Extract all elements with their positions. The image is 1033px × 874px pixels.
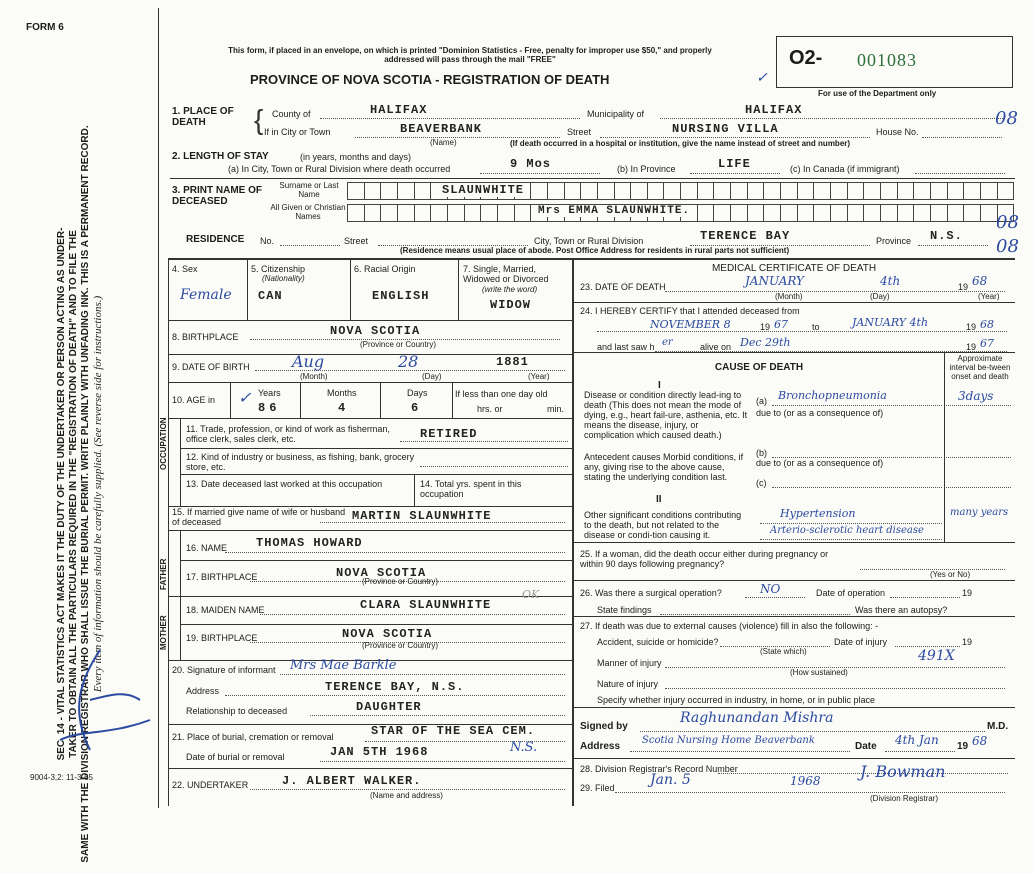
county-value: HALIFAX [370,103,428,117]
filed-date: Jan. 5 [650,772,691,788]
attended-to-year: 68 [980,318,994,331]
other-condition-2: Arterio-sclerotic heart disease [770,525,924,536]
mother-ok-mark: OK [522,588,540,601]
age-months-value: 4 [338,401,347,415]
surname-value: SLAUNWHITE [442,183,525,197]
attended-from-value: NOVEMBER 8 [650,318,731,331]
medical-certificate-title: MEDICAL CERTIFICATE OF DEATH [711,263,877,274]
last-saw-her: er [662,337,673,348]
death-month-value: JANUARY [745,274,804,288]
sidebar-line-3: SAME WITH THE DIVISION REGISTRAR WHO SHALL ISSUE THE BURIAL PERMIT. WRITE PLAINLY WITH UNFADING INK. THIS IS A PERMANENT RECORD. [80,125,91,863]
informant-relationship-value: DAUGHTER [356,700,422,714]
mother-birthplace-value: NOVA SCOTIA [342,627,433,641]
municipality-value: HALIFAX [745,103,803,117]
registrar-signature: J. Bowman [860,762,946,781]
spouse-value: MARTIN SLAUNWHITE [352,509,492,523]
citizenship-value: CAN [258,289,283,303]
physician-signature: Raghunandan Mishra [680,710,834,726]
registration-number-box [776,36,1013,88]
birthplace-value: NOVA SCOTIA [330,324,421,338]
sex-value: Female [180,287,232,303]
dob-day-value: 28 [398,352,419,371]
page-title: PROVINCE OF NOVA SCOTIA - REGISTRATION OF DEATH [250,72,610,87]
margin-mark-3: 08 [996,236,1019,257]
surgery-value: NO [760,582,781,596]
physician-date-year: 68 [972,734,988,748]
margin-scribble-icon [40,640,160,760]
alive-on-year: 67 [980,337,994,350]
informant-address-value: TERENCE BAY, N.S. [325,680,465,694]
manner-code: 491X [918,648,955,664]
undertaker-value: J. ALBERT WALKER. [282,774,422,788]
age-years-value: 86 [258,401,281,415]
dept-use-label: For use of the Department only [818,89,937,98]
father-birthplace-value: NOVA SCOTIA [336,566,427,580]
antecedent-causes-label: Antecedent causes Morbid conditions, if any, giving rise to the above cause, stating the underlying condition last. [584,452,744,482]
dob-month-value: Aug [292,352,325,371]
physician-date: 4th Jan [895,733,939,747]
city-value: BEAVERBANK [400,122,483,136]
physician-address: Scotia Nursing Home Beaverbank [642,735,815,746]
filed-year: 1968 [790,774,821,788]
mother-maiden-name-value: CLARA SLAUNWHITE [360,598,492,612]
racial-origin-value: ENGLISH [372,289,430,303]
margin-mark-1: 08 [995,108,1018,129]
form-number: FORM 6 [26,22,64,33]
check-mark: ✓ [756,70,768,86]
dob-year-value: 1881 [496,355,529,369]
margin-mark-2: 08 [996,212,1019,233]
registration-number: 001083 [857,50,917,70]
marital-status-value: WIDOW [490,298,532,312]
cause-a-interval: 3days [958,389,994,403]
given-name-value: Mrs EMMA SLAUNWHITE. [538,205,691,217]
residence-city-value: TERENCE BAY [700,229,791,243]
cause-a-value: Bronchopneumonia [778,389,887,402]
street-value: NURSING VILLA [672,122,779,136]
other-condition-1: Hypertension [780,507,856,520]
sidebar-line-2: TAKER TO OBTAIN ALL THE PARTICULARS REQUIRED IN THE "REGISTRATION OF DEATH" AND TO FILE THE [68,230,79,758]
sidebar-line-4: Every item of information should be carefully supplied. (See reverse side for instructions.) [92,295,104,693]
alive-on-value: Dec 29th [740,336,791,349]
burial-date-value: JAN 5TH 1968 [330,745,429,759]
occupation-value: RETIRED [420,427,478,441]
other-interval: many years [950,507,1009,518]
form-code: 9004-3,2: 11-3-65 [30,773,94,782]
age-check-icon: ✓ [238,388,252,407]
instructions-sidebar [56,114,104,874]
death-day-value: 4th [880,274,901,288]
residence-province-value: N.S. [930,229,963,243]
burial-place-value: STAR OF THE SEA CEM. [371,724,536,738]
sidebar-line-1: SEC. 14 - VITAL STATISTICS ACT MAKES IT THE DUTY OF THE UNDERTAKER OR PERSON ACTING AS UNDER- [56,227,67,761]
place-of-death-label: 1. PLACE OF DEATH [172,106,234,128]
stay-province-value: LIFE [718,157,751,171]
informant-signature: Mrs Mae Barkle [290,658,397,673]
death-year-value: 68 [972,274,988,288]
stay-city-value: 9 Mos [510,157,552,171]
attended-from-year: 67 [774,318,788,331]
attended-to-value: JANUARY 4th [852,316,929,329]
age-days-value: 6 [411,401,420,415]
father-name-value: THOMAS HOWARD [256,536,363,550]
mail-notice: This form, if placed in an envelope, on which is printed "Dominion Statistics - Free, penalty for improper use $50," and properly addressed will pass through the mail "FREE" [228,46,712,64]
registration-prefix: O2- [789,47,823,69]
burial-mark: N.S. [510,740,538,755]
